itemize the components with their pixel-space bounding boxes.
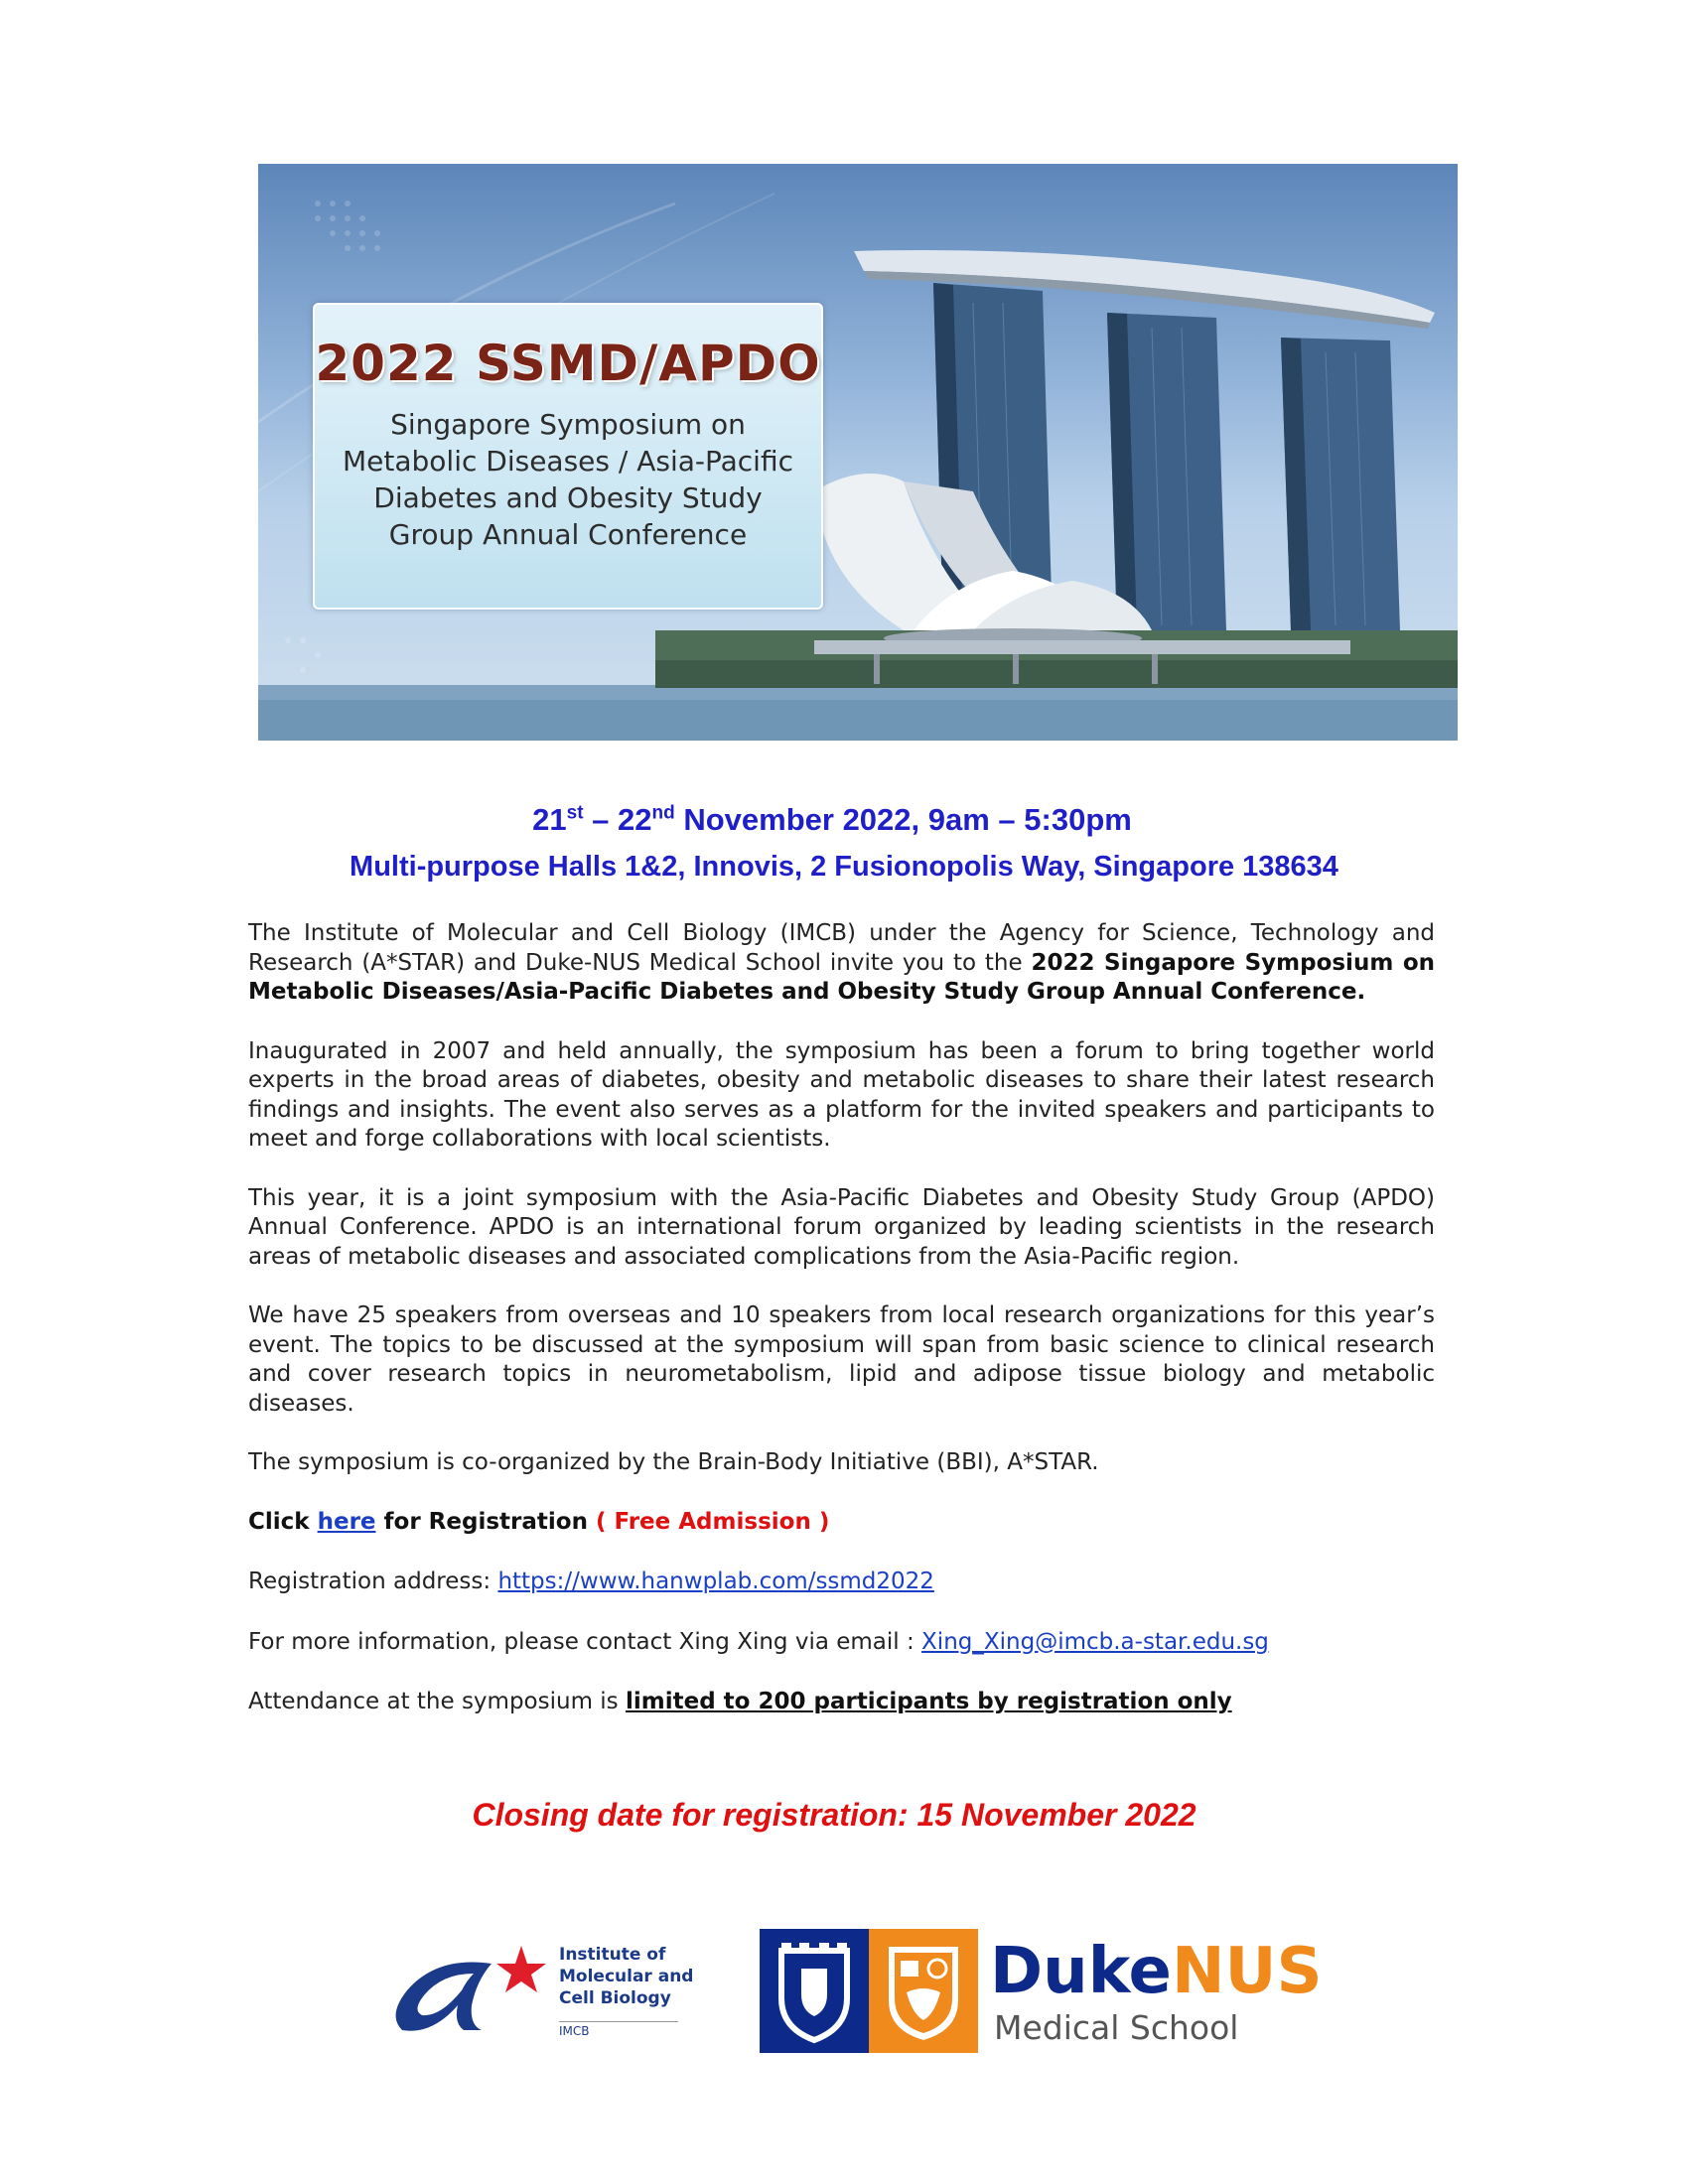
duke-nus-logo [760,1929,1336,2053]
intro-paragraph: The Institute of Molecular and Cell Biology (IMCB) under the Agency for Science, Technology and Research (A*STAR) and Duke-NUS Medical School invite you to the 2022 Singapore Symposium on Metabolic Diseases/Asia-Pacific Diabetes and Obesity Study Group Annual Conference. [248,920,1435,1005]
duke-nus-subtitle: Medical School [994,2008,1239,2047]
body-text [248,919,1435,1747]
nus-crest-icon [869,1929,978,2053]
history-paragraph: Inaugurated in 2007 and held annually, the symposium has been a forum to bring together world experts in the broad areas of diabetes, obesity and metabolic diseases to share their latest research findings and insights. The event also serves as a platform for the invited speakers and participants to meet and forge collaborations with local scientists. [248,1037,1435,1152]
contact-line: For more information, please contact Xing Xing via email : Xing_Xing@imcb.a-star.edu.sg [248,1628,1269,1655]
closing-date: Closing date for registration: 15 November 2022 [472,1797,1196,1833]
banner-title-box [313,303,823,610]
registration-url-link[interactable]: https://www.hanwplab.com/ssmd2022 [497,1569,934,1594]
apdo-paragraph: This year, it is a joint symposium with the Asia-Pacific Diabetes and Obesity Study Group (APDO) Annual Conference. APDO is an international forum organized by leading scientists in the research areas of metabolic diseases and associated complications from the Asia-Pacific region. [248,1184,1435,1270]
imcb-name: Institute of Molecular and Cell Biology [559,1945,694,2008]
banner-subtitle: Singapore Symposium on Metabolic Diseases / Asia-Pacific Diabetes and Obesity Study Group Annual Conference [342,408,793,551]
registration-address-line: Registration address: https://www.hanwplab.com/ssmd2022 [248,1569,934,1594]
event-date: 21st – 22nd November 2022, 9am – 5:30pm [532,802,1132,837]
speakers-paragraph: We have 25 speakers from overseas and 10 speakers from local research organizations for this year’s event. The topics to be discussed at the symposium will span from basic science to clinical research and cover research topics in neurometabolism, lipid and adipose tissue biology and metabolic diseases. [248,1302,1435,1417]
imcb-abbr: IMCB [559,2021,678,2038]
astar-a-icon [382,1936,556,2040]
contact-email-link[interactable]: Xing_Xing@imcb.a-star.edu.sg [921,1628,1269,1655]
imcb-logo [382,1936,710,2040]
duke-nus-wordmark: DukeNUS [990,1935,1323,2008]
free-admission-label: ( Free Admission ) [595,1508,830,1535]
registration-line: Click here for Registration ( Free Admission ) [248,1508,830,1535]
co-organizer-paragraph: The symposium is co-organized by the Brain-Body Initiative (BBI), A*STAR. [248,1449,1099,1475]
banner-title: 2022 SSMD/APDO [315,335,821,392]
registration-here-link[interactable]: here [317,1508,376,1535]
event-venue: Multi-purpose Halls 1&2, Innovis, 2 Fusionopolis Way, Singapore 138634 [350,851,1338,883]
duke-shield-icon [760,1929,869,2053]
conference-banner [258,164,1458,741]
attendance-line: Attendance at the symposium is limited to 200 participants by registration only [248,1689,1232,1714]
